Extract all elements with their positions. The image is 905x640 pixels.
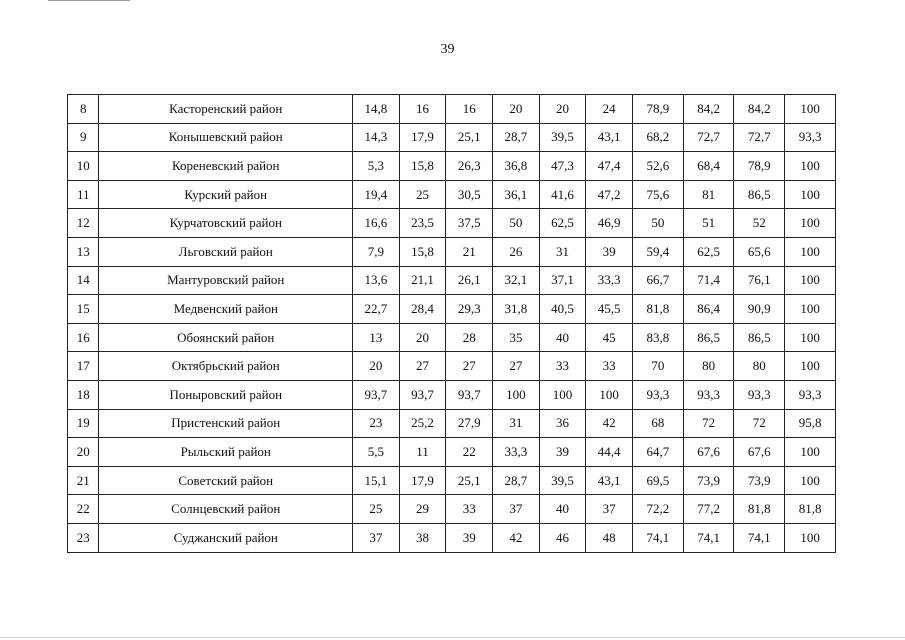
value-cell: 73,9: [683, 466, 734, 495]
value-cell: 37: [353, 523, 400, 552]
value-cell: 90,9: [734, 295, 785, 324]
value-cell: 22,7: [353, 295, 400, 324]
value-cell: 100: [785, 266, 836, 295]
value-cell: 31: [539, 237, 586, 266]
row-number-cell: 18: [68, 380, 99, 409]
value-cell: 23,5: [399, 209, 446, 238]
table-row: [68, 152, 836, 181]
value-cell: 7,9: [353, 237, 400, 266]
value-cell: 100: [785, 438, 836, 467]
district-name-cell: Солнцевский район: [99, 495, 353, 524]
scan-bottom-edge: [0, 637, 905, 638]
value-cell: 100: [785, 295, 836, 324]
value-cell: 52: [734, 209, 785, 238]
value-cell: 28,7: [493, 466, 540, 495]
value-cell: 30,5: [446, 180, 493, 209]
value-cell: 46,9: [586, 209, 633, 238]
district-name-cell: Медвенский район: [99, 295, 353, 324]
value-cell: 33: [586, 352, 633, 381]
page-number: 39: [440, 42, 455, 57]
value-cell: 35: [493, 323, 540, 352]
value-cell: 37,5: [446, 209, 493, 238]
value-cell: 66,7: [633, 266, 684, 295]
row-number-cell: 19: [68, 409, 99, 438]
value-cell: 25,1: [446, 466, 493, 495]
value-cell: 33: [539, 352, 586, 381]
value-cell: 14,3: [353, 123, 400, 152]
value-cell: 64,7: [633, 438, 684, 467]
value-cell: 31,8: [493, 295, 540, 324]
value-cell: 86,5: [683, 323, 734, 352]
table-row: [68, 180, 836, 209]
value-cell: 100: [785, 323, 836, 352]
value-cell: 41,6: [539, 180, 586, 209]
value-cell: 42: [586, 409, 633, 438]
value-cell: 20: [399, 323, 446, 352]
value-cell: 27: [399, 352, 446, 381]
value-cell: 67,6: [734, 438, 785, 467]
row-number-cell: 22: [68, 495, 99, 524]
value-cell: 74,1: [633, 523, 684, 552]
value-cell: 52,6: [633, 152, 684, 181]
value-cell: 74,1: [683, 523, 734, 552]
value-cell: 28,7: [493, 123, 540, 152]
value-cell: 37: [493, 495, 540, 524]
value-cell: 72,7: [683, 123, 734, 152]
value-cell: 20: [353, 352, 400, 381]
value-cell: 26: [493, 237, 540, 266]
value-cell: 59,4: [633, 237, 684, 266]
value-cell: 13,6: [353, 266, 400, 295]
value-cell: 21,1: [399, 266, 446, 295]
value-cell: 22: [446, 438, 493, 467]
value-cell: 17,9: [399, 466, 446, 495]
value-cell: 72,7: [734, 123, 785, 152]
row-number-cell: 12: [68, 209, 99, 238]
value-cell: 73,9: [734, 466, 785, 495]
value-cell: 25,2: [399, 409, 446, 438]
value-cell: 100: [785, 523, 836, 552]
row-number-cell: 21: [68, 466, 99, 495]
value-cell: 32,1: [493, 266, 540, 295]
value-cell: 28,4: [399, 295, 446, 324]
scan-edge-mark: [48, 0, 130, 1]
value-cell: 100: [586, 380, 633, 409]
value-cell: 46: [539, 523, 586, 552]
value-cell: 21: [446, 237, 493, 266]
value-cell: 93,3: [683, 380, 734, 409]
value-cell: 45: [586, 323, 633, 352]
row-number-cell: 8: [68, 95, 99, 124]
value-cell: 68: [633, 409, 684, 438]
value-cell: 33,3: [493, 438, 540, 467]
value-cell: 93,3: [633, 380, 684, 409]
value-cell: 78,9: [734, 152, 785, 181]
value-cell: 33,3: [586, 266, 633, 295]
value-cell: 100: [539, 380, 586, 409]
value-cell: 100: [785, 466, 836, 495]
table-row: [68, 495, 836, 524]
value-cell: 100: [785, 180, 836, 209]
value-cell: 36,8: [493, 152, 540, 181]
value-cell: 100: [785, 209, 836, 238]
value-cell: 27: [446, 352, 493, 381]
value-cell: 81,8: [785, 495, 836, 524]
value-cell: 20: [493, 95, 540, 124]
district-name-cell: Пристенский район: [99, 409, 353, 438]
value-cell: 80: [734, 352, 785, 381]
value-cell: 13: [353, 323, 400, 352]
value-cell: 51: [683, 209, 734, 238]
value-cell: 39: [446, 523, 493, 552]
row-number-cell: 20: [68, 438, 99, 467]
value-cell: 5,5: [353, 438, 400, 467]
table-row: [68, 352, 836, 381]
value-cell: 50: [633, 209, 684, 238]
district-name-cell: Льговский район: [99, 237, 353, 266]
value-cell: 19,4: [353, 180, 400, 209]
value-cell: 27: [493, 352, 540, 381]
table-row: [68, 380, 836, 409]
row-number-cell: 17: [68, 352, 99, 381]
value-cell: 20: [539, 95, 586, 124]
row-number-cell: 10: [68, 152, 99, 181]
value-cell: 50: [493, 209, 540, 238]
table-row: [68, 237, 836, 266]
value-cell: 62,5: [539, 209, 586, 238]
value-cell: 47,4: [586, 152, 633, 181]
value-cell: 28: [446, 323, 493, 352]
value-cell: 71,4: [683, 266, 734, 295]
value-cell: 80: [683, 352, 734, 381]
table-row: [68, 438, 836, 467]
value-cell: 77,2: [683, 495, 734, 524]
value-cell: 43,1: [586, 466, 633, 495]
value-cell: 25: [353, 495, 400, 524]
value-cell: 70: [633, 352, 684, 381]
district-name-cell: Рыльский район: [99, 438, 353, 467]
value-cell: 40,5: [539, 295, 586, 324]
table-row: [68, 466, 836, 495]
value-cell: 38: [399, 523, 446, 552]
value-cell: 68,4: [683, 152, 734, 181]
value-cell: 15,8: [399, 237, 446, 266]
value-cell: 36,1: [493, 180, 540, 209]
value-cell: 95,8: [785, 409, 836, 438]
value-cell: 100: [493, 380, 540, 409]
value-cell: 39,5: [539, 466, 586, 495]
value-cell: 69,5: [633, 466, 684, 495]
value-cell: 78,9: [633, 95, 684, 124]
row-number-cell: 13: [68, 237, 99, 266]
value-cell: 45,5: [586, 295, 633, 324]
value-cell: 37,1: [539, 266, 586, 295]
district-name-cell: Конышевский район: [99, 123, 353, 152]
district-name-cell: Октябрьский район: [99, 352, 353, 381]
table-row: [68, 266, 836, 295]
value-cell: 23: [353, 409, 400, 438]
value-cell: 25,1: [446, 123, 493, 152]
value-cell: 86,5: [734, 323, 785, 352]
district-name-cell: Обоянский район: [99, 323, 353, 352]
value-cell: 26,1: [446, 266, 493, 295]
district-name-cell: Курский район: [99, 180, 353, 209]
value-cell: 67,6: [683, 438, 734, 467]
value-cell: 83,8: [633, 323, 684, 352]
district-name-cell: Советский район: [99, 466, 353, 495]
value-cell: 100: [785, 152, 836, 181]
value-cell: 5,3: [353, 152, 400, 181]
value-cell: 84,2: [734, 95, 785, 124]
value-cell: 86,5: [734, 180, 785, 209]
value-cell: 86,4: [683, 295, 734, 324]
value-cell: 40: [539, 495, 586, 524]
row-number-cell: 23: [68, 523, 99, 552]
row-number-cell: 15: [68, 295, 99, 324]
value-cell: 39,5: [539, 123, 586, 152]
value-cell: 44,4: [586, 438, 633, 467]
value-cell: 16,6: [353, 209, 400, 238]
table-row: [68, 523, 836, 552]
value-cell: 11: [399, 438, 446, 467]
value-cell: 14,8: [353, 95, 400, 124]
value-cell: 74,1: [734, 523, 785, 552]
row-number-cell: 14: [68, 266, 99, 295]
value-cell: 24: [586, 95, 633, 124]
value-cell: 84,2: [683, 95, 734, 124]
value-cell: 39: [586, 237, 633, 266]
value-cell: 93,7: [399, 380, 446, 409]
district-data-table: [67, 94, 836, 553]
row-number-cell: 16: [68, 323, 99, 352]
district-name-cell: Кореневский район: [99, 152, 353, 181]
value-cell: 40: [539, 323, 586, 352]
table-row: [68, 295, 836, 324]
value-cell: 68,2: [633, 123, 684, 152]
value-cell: 39: [539, 438, 586, 467]
value-cell: 100: [785, 95, 836, 124]
value-cell: 48: [586, 523, 633, 552]
table-row: [68, 209, 836, 238]
district-name-cell: Мантуровский район: [99, 266, 353, 295]
value-cell: 29: [399, 495, 446, 524]
value-cell: 33: [446, 495, 493, 524]
table-row: [68, 95, 836, 124]
value-cell: 72: [734, 409, 785, 438]
district-name-cell: Суджанский район: [99, 523, 353, 552]
row-number-cell: 9: [68, 123, 99, 152]
value-cell: 93,3: [785, 123, 836, 152]
value-cell: 25: [399, 180, 446, 209]
value-cell: 81: [683, 180, 734, 209]
value-cell: 27,9: [446, 409, 493, 438]
value-cell: 16: [399, 95, 446, 124]
value-cell: 93,3: [785, 380, 836, 409]
value-cell: 72: [683, 409, 734, 438]
value-cell: 15,8: [399, 152, 446, 181]
value-cell: 17,9: [399, 123, 446, 152]
value-cell: 81,8: [734, 495, 785, 524]
value-cell: 100: [785, 352, 836, 381]
district-name-cell: Поныровский район: [99, 380, 353, 409]
value-cell: 62,5: [683, 237, 734, 266]
value-cell: 100: [785, 237, 836, 266]
value-cell: 75,6: [633, 180, 684, 209]
value-cell: 81,8: [633, 295, 684, 324]
value-cell: 16: [446, 95, 493, 124]
value-cell: 31: [493, 409, 540, 438]
district-name-cell: Курчатовский район: [99, 209, 353, 238]
value-cell: 93,3: [734, 380, 785, 409]
value-cell: 76,1: [734, 266, 785, 295]
value-cell: 93,7: [353, 380, 400, 409]
value-cell: 37: [586, 495, 633, 524]
table-row: [68, 323, 836, 352]
value-cell: 47,3: [539, 152, 586, 181]
value-cell: 15,1: [353, 466, 400, 495]
value-cell: 47,2: [586, 180, 633, 209]
table-row: [68, 123, 836, 152]
value-cell: 43,1: [586, 123, 633, 152]
value-cell: 72,2: [633, 495, 684, 524]
table-body: [68, 95, 836, 553]
row-number-cell: 11: [68, 180, 99, 209]
value-cell: 42: [493, 523, 540, 552]
value-cell: 26,3: [446, 152, 493, 181]
table-row: [68, 409, 836, 438]
value-cell: 29,3: [446, 295, 493, 324]
district-name-cell: Касторенский район: [99, 95, 353, 124]
value-cell: 65,6: [734, 237, 785, 266]
value-cell: 93,7: [446, 380, 493, 409]
value-cell: 36: [539, 409, 586, 438]
